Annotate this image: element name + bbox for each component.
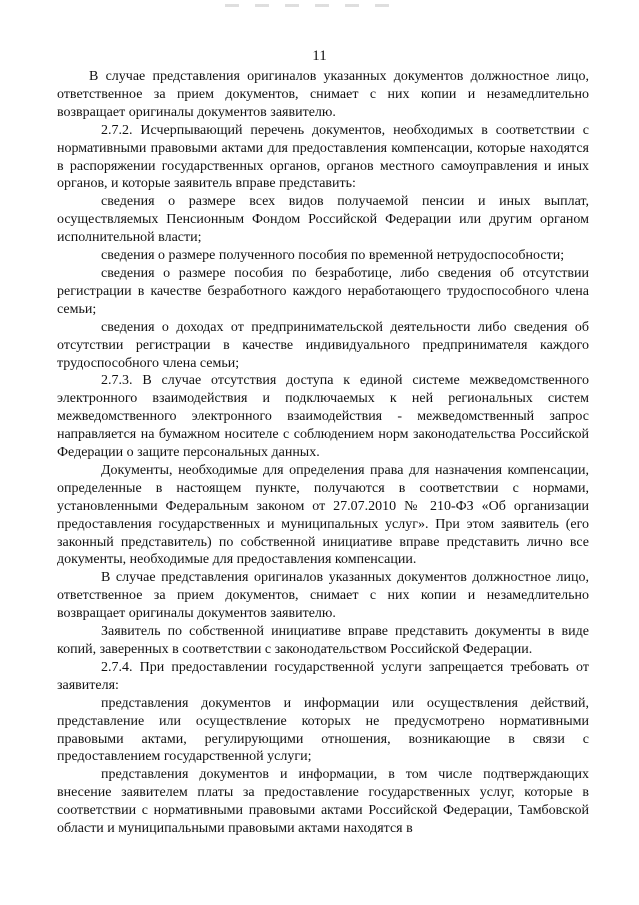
list-item-unemployment: сведения о размере пособия по безработице, либо сведения об отсутствии регистрации в качестве безработного каждого неработающего трудоспособного члена семьи; bbox=[57, 265, 589, 317]
paragraph-originals-return-2: В случае представления оригиналов указанных документов должностное лицо, ответственное за прием документов, снимает с них копии и незамедлительно возвращает оригиналы документов заявителю. bbox=[57, 570, 589, 622]
list-item-prohibited-requirements: представления документов и информации или осуществления действий, представление или осуществление которых не предусмотрено нормативными правовыми актами, регулирующими отношения, возникающие в связи с предоставлением государственной услуги; bbox=[57, 695, 589, 765]
paragraph-2-7-4: 2.7.4. При предоставлении государственной услуги запрещается требовать от заявителя: bbox=[57, 659, 589, 693]
paragraph-2-7-3: 2.7.3. В случае отсутствия доступа к единой системе межведомственного электронного взаимодействия и подключаемых к ней региональных систем межведомственного электронного взаимодействия - межведомственный запрос направляется на бумажном носителе с соблюдением норм законодательства Российской Федерации о защите персональных данных. bbox=[57, 373, 589, 461]
list-item-sick-benefit: сведения о размере полученного пособия по временной нетрудоспособности; bbox=[101, 248, 565, 264]
list-item-business-income: сведения о доходах от предпринимательской деятельности либо сведения об отсутствии регистрации в качестве индивидуального предпринимателя каждого трудоспособного члена семьи; bbox=[57, 319, 589, 371]
list-item-payment-documents: представления документов и информации, в том числе подтверждающих внесение заявителем платы за предоставление государственных услуг, которые в соответствии с нормативными правовыми актами Российской Федерации, Тамбовской области и муниципальными правовыми актами находятся в bbox=[57, 767, 589, 837]
paragraph-documents-right: Документы, необходимые для определения права для назначения компенсации, определенные в настоящем пункте, получаются в соответствии с нормами, установленными Федеральным законом от 27.07.2010 № 210-ФЗ «Об организации предоставления государственных и муниципальных услуг». При этом заявитель (его законный представитель) по собственной инициативе вправе представить лично все документы, необходимые для предоставления компенсации. bbox=[57, 462, 589, 568]
list-item-pension-info: сведения о размере всех видов получаемой пенсии и иных выплат, осуществляемых Пенсионным Фондом Российской Федерации или другим органом исполнительной власти; bbox=[57, 194, 589, 246]
page-number: 11 bbox=[312, 48, 327, 64]
paragraph-2-7-2: 2.7.2. Исчерпывающий перечень документов, необходимых в соответствии с нормативными правовыми актами для предоставления компенсации, которые находятся в распоряжении государственных органов, органов местного самоуправления и иных органов, и которые заявитель вправе представить: bbox=[57, 122, 589, 192]
paragraph-originals-return: В случае представления оригиналов указанных документов должностное лицо, ответственное за прием документов, снимает с них копии и незамедлительно возвращает оригиналы документов заявителю. bbox=[57, 69, 589, 120]
document-body bbox=[57, 68, 589, 838]
paragraph-copies: Заявитель по собственной инициативе вправе представить документы в виде копий, заверенных в соответствии с законодательством Российской Федерации. bbox=[57, 624, 589, 657]
scan-artifact bbox=[225, 4, 395, 7]
